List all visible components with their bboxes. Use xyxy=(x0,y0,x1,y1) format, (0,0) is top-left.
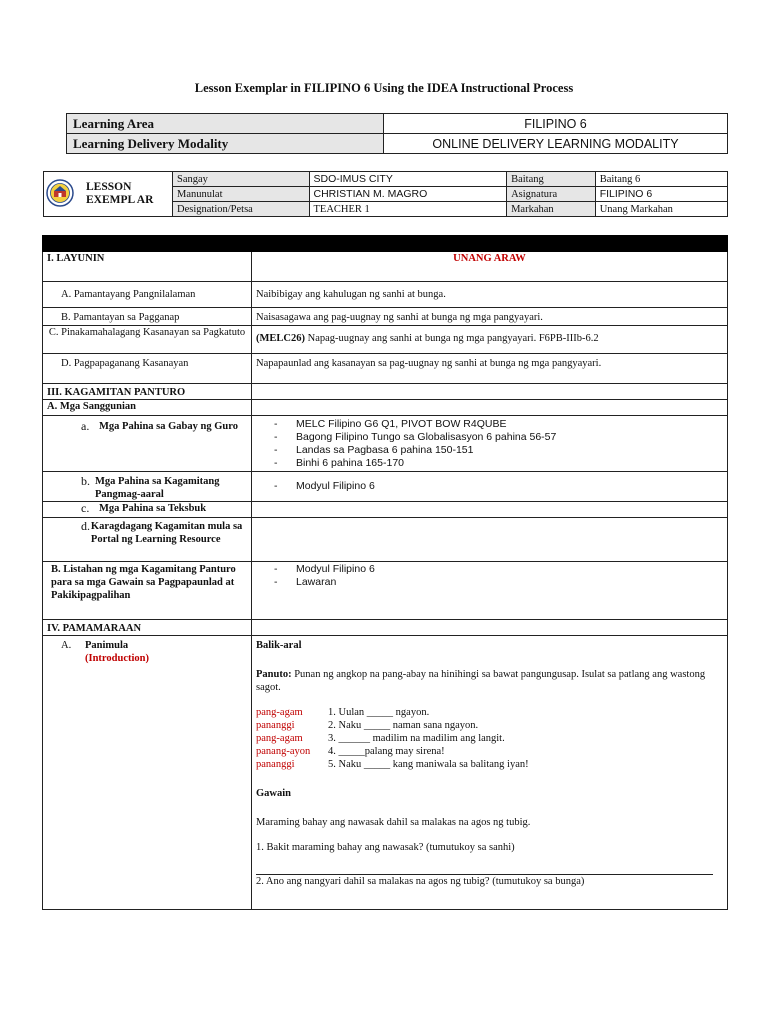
panimula-label: Panimula xyxy=(85,640,129,651)
karagdagang-kagamitan-label: Karagdagang Kagamitan mula sa Portal ng Learning Resource xyxy=(90,521,243,545)
row-a-label: A. Pamantayang Pangnilalaman xyxy=(43,282,252,308)
kagamitang-pangmag-aaral-label: Mga Pahina sa Kagamitang Pangmag-aaral xyxy=(94,476,220,500)
drill-list xyxy=(256,706,723,771)
unang-araw-heading: UNANG ARAW xyxy=(252,252,728,282)
question-1: 1. Bakit maraming bahay ang nawasak? (tumutukoy sa sanhi) xyxy=(256,842,515,853)
manunulat-value: CHRISTIAN M. MAGRO xyxy=(309,187,507,202)
panuto-label: Panuto: xyxy=(256,669,292,680)
sanggunian-heading: A. Mga Sanggunian xyxy=(43,400,252,416)
table-row xyxy=(43,354,728,384)
deped-logo xyxy=(44,172,77,217)
balik-aral-heading: Balik-aral xyxy=(256,640,302,651)
row-a-value: Naibibigay ang kahulugan ng sanhi at bunga. xyxy=(252,282,728,308)
gabay-guro-list xyxy=(252,416,728,472)
sangay-label: Sangay xyxy=(173,172,310,187)
sangay-value: SDO-IMUS CITY xyxy=(309,172,507,187)
table-row xyxy=(43,400,728,416)
baitang-label: Baitang xyxy=(507,172,596,187)
table-row xyxy=(43,326,728,354)
question-2: 2. Ano ang nangyari dahil sa malakas na agos ng tubig? (tumutukoy sa bunga) xyxy=(256,876,585,887)
table-row: c. Mga Pahina sa Teksbuk xyxy=(43,502,728,518)
list-item: pananggi 2. Naku _____ naman sana ngayon. xyxy=(256,720,479,731)
introduction-label: (Introduction) xyxy=(85,653,149,664)
table-row: A. Panimula (Introduction) Balik-aral Panuto: Punan ng angkop na pang-abay na hinihingi sa bawat pangungusap. Isulat sa patlang ang wastong sagot. pang-agam 1. Uulan _____ ngayon. pananggi 2. Naku _____ naman sana ngayon. pang-agam 3. ______ madilim na madilim ang langit. panang-ayon 4. _____palang may sirena! pananggi 5. Naku _____ kang maniwala sa balitang iyan! Gawain Maraming bahay ang nawasak dahil sa malakas na agos ng tubig. 1. Bakit maraming bahay ang nawasak? (tumutukoy sa sanhi) 2. Ano ang nangyari dahil sa malakas na agos ng tubig? (tumutukoy sa bunga) xyxy=(43,636,728,910)
row-c-value: Napag-uugnay ang sanhi at bunga ng mga pangyayari. F6PB-IIIb-6.2 xyxy=(305,333,599,344)
table-row: a. Mga Pahina sa Gabay ng Guro - MELC Filipino G6 Q1, PIVOT BOW R4QUBE - Bagong Filipino Tungo sa Globalisasyon 6 pahina 56-57 - Landas sa Pagbasa 6 pahina 150-151 - Binhi 6 pahina 165-170 xyxy=(43,416,728,472)
melc-code: (MELC26) xyxy=(256,333,305,344)
listahan-label: B. Listahan ng mga Kagamitang Panturo para sa mga Gawain sa Pagpapaunlad at Pakikipagpalihan xyxy=(43,562,252,620)
table-header-bar xyxy=(43,236,728,252)
table-row: b. Mga Pahina sa Kagamitang Pangmag-aaral - Modyul Filipino 6 xyxy=(43,472,728,502)
list-item: - Modyul Filipino 6 xyxy=(274,480,723,493)
table-row xyxy=(43,252,728,282)
info-table xyxy=(43,171,728,217)
seal-icon xyxy=(46,179,74,207)
panimula-content xyxy=(252,636,728,910)
list-item: - Binhi 6 pahina 165-170 xyxy=(274,457,723,470)
lesson-table xyxy=(42,235,728,910)
list-item: - Modyul Filipino 6 xyxy=(274,563,723,576)
page-title: Lesson Exemplar in FILIPINO 6 Using the IDEA Instructional Process xyxy=(194,81,574,95)
teksbuk-label: Mga Pahina sa Teksbuk xyxy=(99,503,207,514)
pamamaraan-heading: IV. PAMAMARAAN xyxy=(43,620,252,636)
header-table xyxy=(66,113,728,154)
list-item: - Landas sa Pagbasa 6 pahina 150-151 xyxy=(274,444,723,457)
list-item: pang-agam 1. Uulan _____ ngayon. xyxy=(256,707,430,718)
markahan-value: Unang Markahan xyxy=(595,202,727,217)
row-b-label: B. Pamantayan sa Pagganap xyxy=(43,308,252,326)
manunulat-label: Manunulat xyxy=(173,187,310,202)
designation-label: Designation/Petsa xyxy=(173,202,310,217)
modality-label: Learning Delivery Modality xyxy=(67,134,384,154)
table-row xyxy=(43,282,728,308)
list-item: - MELC Filipino G6 Q1, PIVOT BOW R4QUBE xyxy=(274,418,723,431)
row-c-label: C. Pinakamahalagang Kasanayan sa Pagkatuto xyxy=(43,326,252,354)
table-row xyxy=(43,384,728,400)
row-b-value: Naisasagawa ang pag-uugnay ng sanhi at bunga ng mga pangyayari. xyxy=(252,308,728,326)
kagamitan-heading: III. KAGAMITAN PANTURO xyxy=(43,384,252,400)
layunin-heading: I. LAYUNIN xyxy=(43,252,252,282)
list-item: - Lawaran xyxy=(274,576,723,589)
row-d-value: Napapaunlad ang kasanayan sa pag-uugnay ng sanhi at bunga ng mga pangyayari. xyxy=(252,354,728,384)
table-row xyxy=(43,620,728,636)
markahan-label: Markahan xyxy=(507,202,596,217)
lesson-exemplar-label: LESSON EXEMPL AR xyxy=(76,172,173,217)
baitang-value: Baitang 6 xyxy=(595,172,727,187)
gawain-text: Maraming bahay ang nawasak dahil sa malakas na agos ng tubig. xyxy=(256,817,531,828)
modality-value: ONLINE DELIVERY LEARNING MODALITY xyxy=(384,134,728,154)
panuto-text: Punan ng angkop na pang-abay na hinihingi sa bawat pangungusap. Isulat sa patlang ang wastong sagot. xyxy=(256,669,706,693)
learning-area-label: Learning Area xyxy=(67,114,384,134)
asignatura-value: FILIPINO 6 xyxy=(595,187,727,202)
table-row xyxy=(43,562,728,620)
list-item: pananggi 5. Naku _____ kang maniwala sa balitang iyan! xyxy=(256,759,529,770)
asignatura-label: Asignatura xyxy=(507,187,596,202)
answer-line xyxy=(256,862,713,875)
gabay-guro-label: Mga Pahina sa Gabay ng Guro xyxy=(99,421,238,432)
list-item: - Bagong Filipino Tungo sa Globalisasyon 6 pahina 56-57 xyxy=(274,431,723,444)
designation-value: TEACHER 1 xyxy=(309,202,507,217)
list-item: pang-agam 3. ______ madilim na madilim ang langit. xyxy=(256,733,505,744)
list-item: panang-ayon 4. _____palang may sirena! xyxy=(256,746,445,757)
row-d-label: D. Pagpapaganang Kasanayan xyxy=(43,354,252,384)
table-row: d. Karagdagang Kagamitan mula sa Portal ng Learning Resource xyxy=(43,518,728,562)
learning-area-value: FILIPINO 6 xyxy=(384,114,728,134)
table-row xyxy=(43,308,728,326)
gawain-heading: Gawain xyxy=(256,788,292,799)
